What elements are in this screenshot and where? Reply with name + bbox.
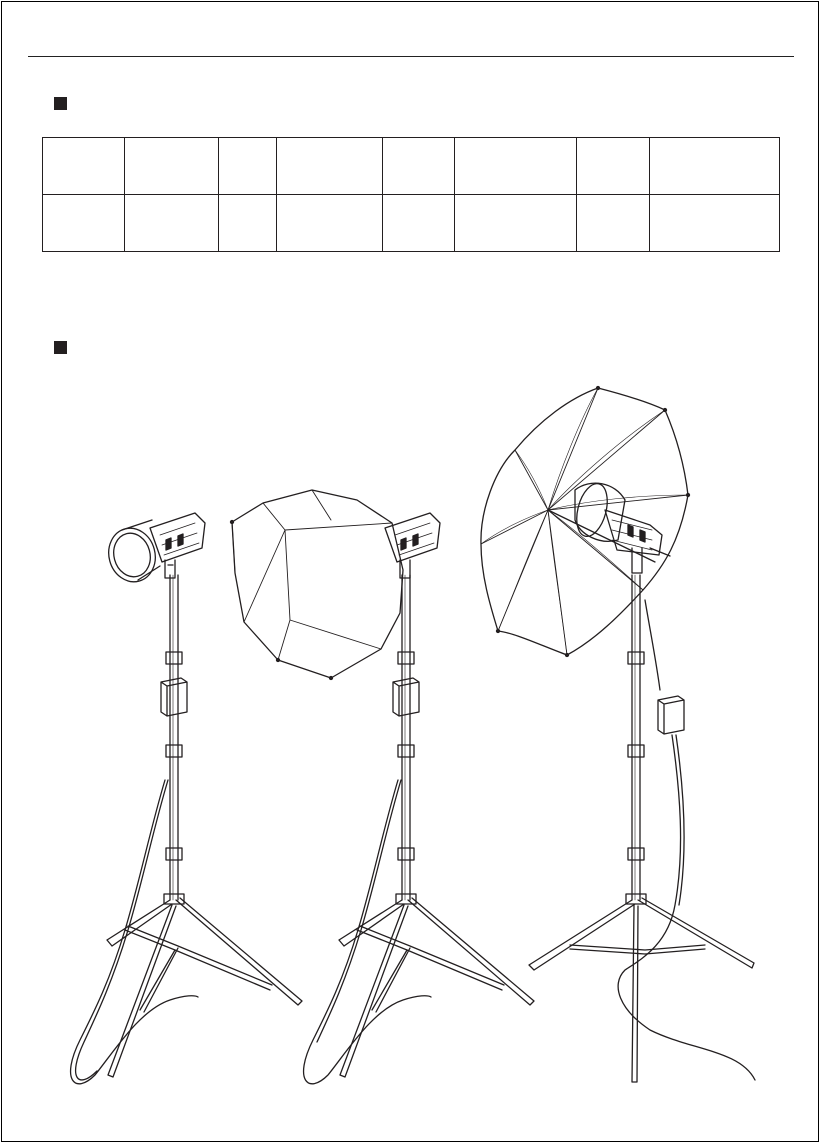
table-cell	[125, 138, 219, 195]
umbrella-light-on-stand-icon	[481, 387, 755, 1083]
light-stands-illustration	[0, 370, 822, 1100]
table-cell	[219, 138, 277, 195]
table-cell	[277, 195, 383, 252]
table-cell	[577, 195, 650, 252]
table-cell	[125, 195, 219, 252]
table-cell	[650, 195, 780, 252]
table-cell	[383, 138, 455, 195]
table-cell	[383, 195, 455, 252]
header-rule	[28, 56, 794, 57]
table-row	[43, 138, 780, 195]
table-cell	[219, 195, 277, 252]
spec-table	[42, 137, 780, 252]
reflector-light-on-stand-icon	[71, 513, 302, 1084]
table-cell	[455, 195, 577, 252]
table-cell	[43, 195, 125, 252]
softbox-light-on-stand-icon	[231, 490, 535, 1084]
table-cell	[650, 138, 780, 195]
table-cell	[455, 138, 577, 195]
table-cell	[577, 138, 650, 195]
section-bullet-icon	[54, 341, 67, 354]
section-bullet-icon	[54, 97, 67, 110]
table-row	[43, 195, 780, 252]
table-cell	[277, 138, 383, 195]
table-cell	[43, 138, 125, 195]
